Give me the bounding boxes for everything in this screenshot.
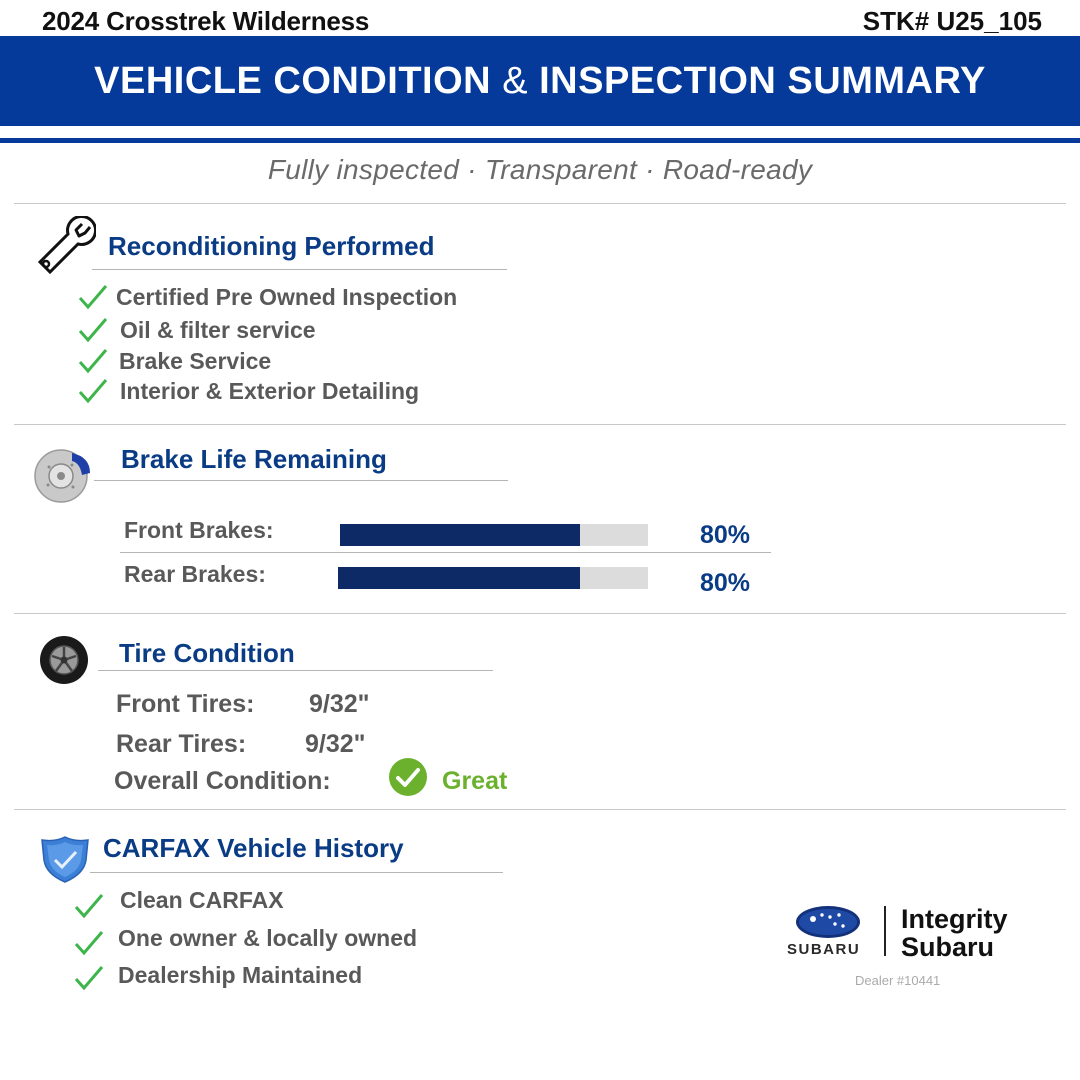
check-icon xyxy=(78,317,108,343)
banner-title-part1: VEHICLE CONDITION xyxy=(94,59,492,102)
tire-icon xyxy=(38,634,90,686)
check-icon xyxy=(74,965,104,991)
dealer-name-line1: Integrity xyxy=(901,904,1008,934)
check-icon xyxy=(78,284,108,310)
check-icon xyxy=(78,378,108,404)
overall-condition-label: Overall Condition: xyxy=(114,767,331,795)
section-underline xyxy=(94,480,508,481)
front-brakes-bar-fill xyxy=(340,524,580,546)
front-brakes-label: Front Brakes: xyxy=(124,517,274,543)
divider xyxy=(14,809,1066,810)
list-item-label: Dealership Maintained xyxy=(118,962,363,988)
banner-title-part2: INSPECTION SUMMARY xyxy=(539,59,986,102)
stock-number: STK# U25_105 xyxy=(862,6,1042,36)
front-tires-label: Front Tires: xyxy=(116,690,255,718)
tires-title: Tire Condition xyxy=(119,638,295,668)
header-banner xyxy=(0,36,1080,126)
divider xyxy=(14,613,1066,614)
dealer-number: Dealer #10441 xyxy=(855,973,941,988)
check-icon xyxy=(74,930,104,956)
check-icon xyxy=(74,893,104,919)
front-brakes-bar xyxy=(340,524,648,546)
tagline: Fully inspected · Transparent · Road-ready xyxy=(267,154,813,185)
check-icon xyxy=(78,348,108,374)
logo-divider xyxy=(884,906,886,956)
divider xyxy=(14,424,1066,425)
section-underline xyxy=(92,269,507,270)
carfax-title: CARFAX Vehicle History xyxy=(103,833,404,863)
banner-title xyxy=(94,60,986,103)
rear-brakes-label: Rear Brakes: xyxy=(124,561,266,587)
list-item-label: Clean CARFAX xyxy=(120,887,284,913)
list-item-label: Certified Pre Owned Inspection xyxy=(116,284,458,310)
subaru-wordmark: SUBARU xyxy=(787,941,861,958)
vehicle-title: 2024 Crosstrek Wilderness xyxy=(42,6,370,36)
reconditioning-title: Reconditioning Performed xyxy=(108,231,435,261)
banner-rule xyxy=(0,138,1080,143)
overall-condition-value: Great xyxy=(442,767,508,795)
rear-brakes-bar xyxy=(338,567,648,589)
brake-disc-icon xyxy=(34,447,94,503)
list-item-label: Interior & Exterior Detailing xyxy=(120,378,420,404)
banner-gap xyxy=(0,126,1080,138)
dealer-name-line2: Subaru xyxy=(901,932,995,962)
rear-brakes-bar-fill xyxy=(338,567,580,589)
divider xyxy=(14,203,1066,204)
list-item-label: Brake Service xyxy=(119,348,272,374)
front-brakes-percent: 80% xyxy=(700,521,751,549)
check-circle-icon xyxy=(388,757,428,797)
list-item-label: Oil & filter service xyxy=(120,317,316,343)
front-tires-value: 9/32" xyxy=(309,690,370,718)
rear-tires-label: Rear Tires: xyxy=(116,730,247,758)
shield-check-icon xyxy=(40,834,90,884)
wrench-icon xyxy=(34,216,96,276)
list-item-label: One owner & locally owned xyxy=(118,925,418,951)
brakes-title: Brake Life Remaining xyxy=(121,444,387,474)
section-underline xyxy=(90,872,503,873)
banner-ampersand: & xyxy=(502,59,529,102)
rear-brakes-percent: 80% xyxy=(700,569,751,597)
row-divider xyxy=(120,552,771,553)
section-underline xyxy=(98,670,493,671)
rear-tires-value: 9/32" xyxy=(305,730,366,758)
subaru-logo xyxy=(795,905,861,939)
